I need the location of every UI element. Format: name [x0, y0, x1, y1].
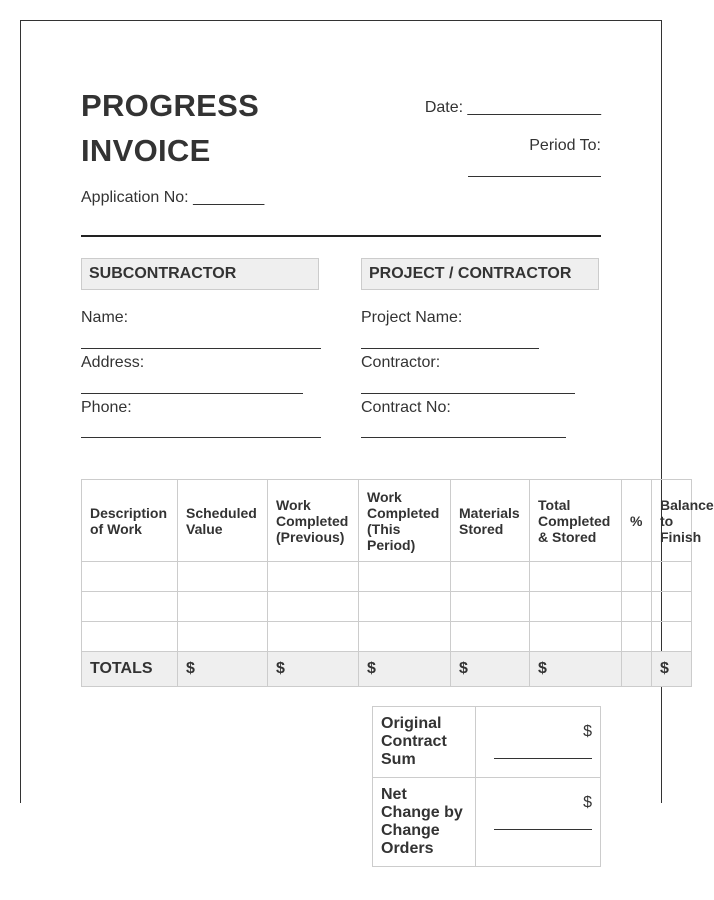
contract-no-field[interactable] — [361, 437, 566, 438]
subcontractor-heading: SUBCONTRACTOR — [81, 258, 319, 290]
summary-value: $ — [583, 794, 592, 811]
table-row — [82, 622, 692, 652]
project-name-label: Project Name: — [361, 309, 463, 326]
summary-row — [373, 778, 601, 867]
table-cell[interactable] — [178, 622, 268, 652]
totals-cell[interactable]: $ — [652, 652, 692, 687]
table-cell[interactable] — [451, 592, 530, 622]
totals-cell[interactable]: $ — [530, 652, 622, 687]
summary-value-line — [494, 758, 592, 759]
table-cell[interactable] — [268, 592, 359, 622]
column-header: Balance to Finish — [652, 480, 692, 562]
table-header-row — [82, 480, 692, 562]
invoice-title — [81, 83, 259, 173]
totals-cell[interactable]: $ — [268, 652, 359, 687]
title-line-1: PROGRESS — [81, 88, 260, 123]
totals-label: TOTALS — [82, 652, 178, 687]
date-field[interactable]: Date: _______________ — [424, 99, 601, 116]
contract-no-label: Contract No: — [361, 399, 451, 416]
contractor-field[interactable] — [361, 393, 575, 394]
column-header: % — [622, 480, 652, 562]
table-row — [82, 592, 692, 622]
project-name-field[interactable] — [361, 348, 539, 349]
totals-cell[interactable]: $ — [359, 652, 451, 687]
table-cell[interactable] — [652, 592, 692, 622]
totals-row — [82, 652, 692, 687]
table-cell[interactable] — [652, 622, 692, 652]
table-cell[interactable] — [82, 592, 178, 622]
column-header: Work Completed (Previous) — [268, 480, 359, 562]
totals-cell[interactable] — [622, 652, 652, 687]
contractor-label: Contractor: — [361, 354, 441, 371]
table-cell[interactable] — [530, 592, 622, 622]
table-cell[interactable] — [178, 562, 268, 592]
application-no-field[interactable]: Application No: ________ — [81, 189, 265, 206]
table-cell[interactable] — [82, 562, 178, 592]
invoice-page — [20, 20, 714, 857]
subcontractor-address-label: Address: — [81, 354, 145, 371]
table-cell[interactable] — [622, 592, 652, 622]
table-cell[interactable] — [359, 562, 451, 592]
subcontractor-name-field[interactable] — [81, 348, 321, 349]
summary-row — [373, 707, 601, 778]
column-header: Scheduled Value — [178, 480, 268, 562]
contract-summary-table — [372, 706, 601, 867]
column-header: Work Completed (This Period) — [359, 480, 451, 562]
column-header: Description of Work — [82, 480, 178, 562]
project-contractor-heading: PROJECT / CONTRACTOR — [361, 258, 599, 290]
header-divider — [81, 235, 601, 237]
summary-value-line — [494, 829, 592, 830]
progress-table — [81, 479, 714, 687]
table-cell[interactable] — [652, 562, 692, 592]
period-to-label: Period To: — [529, 137, 601, 154]
summary-label: Original Contract Sum — [373, 707, 476, 778]
table-cell[interactable] — [82, 622, 178, 652]
title-line-2: INVOICE — [81, 133, 211, 168]
period-to-field[interactable] — [468, 176, 601, 177]
table-cell[interactable] — [268, 562, 359, 592]
table-row — [82, 562, 692, 592]
totals-cell[interactable]: $ — [178, 652, 268, 687]
table-cell[interactable] — [451, 622, 530, 652]
summary-value: $ — [583, 723, 592, 740]
summary-value-cell[interactable] — [476, 707, 601, 778]
table-cell[interactable] — [268, 622, 359, 652]
table-cell[interactable] — [622, 622, 652, 652]
table-cell[interactable] — [530, 562, 622, 592]
table-cell[interactable] — [622, 562, 652, 592]
column-header: Total Completed & Stored — [530, 480, 622, 562]
table-cell[interactable] — [451, 562, 530, 592]
table-cell[interactable] — [359, 622, 451, 652]
subcontractor-phone-field[interactable] — [81, 437, 321, 438]
table-cell[interactable] — [178, 592, 268, 622]
summary-value-cell[interactable] — [476, 778, 601, 867]
totals-cell[interactable]: $ — [451, 652, 530, 687]
subcontractor-address-field[interactable] — [81, 393, 303, 394]
summary-label: Net Change by Change Orders — [373, 778, 476, 867]
table-cell[interactable] — [359, 592, 451, 622]
subcontractor-name-label: Name: — [81, 309, 129, 326]
subcontractor-phone-label: Phone: — [81, 399, 132, 416]
column-header: Materials Stored — [451, 480, 530, 562]
table-cell[interactable] — [530, 622, 622, 652]
